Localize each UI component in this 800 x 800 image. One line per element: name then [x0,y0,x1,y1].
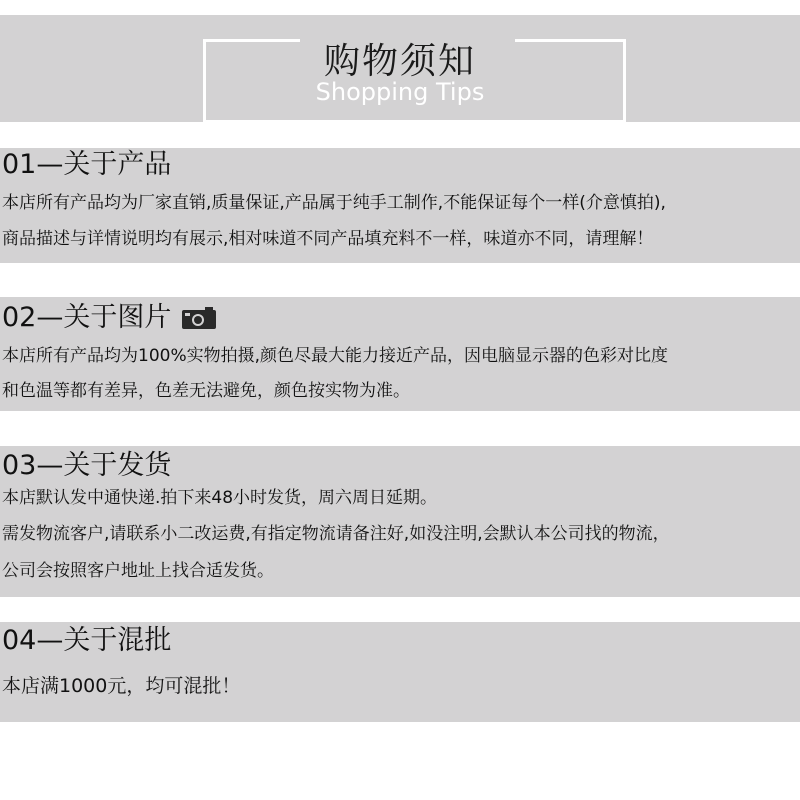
section-title: 04—关于混批 [2,625,172,656]
section-text-line: 本店所有产品均为厂家直销,质量保证,产品属于纯手工制作,不能保证每个一样(介意慎拍), [2,193,666,213]
section-text-line: 本店满1000元，均可混批！ [2,675,241,697]
frame-top-left-line [203,39,300,42]
section-shipping [0,446,800,597]
header-banner [0,15,800,122]
section-text-line: 本店默认发中通快递.拍下来48小时发货，周六周日延期。 [2,488,438,508]
section-title: 02—关于图片 [2,302,172,333]
section-text-line: 公司会按照客户地址上找合适发货。 [2,561,274,581]
section-pictures [0,297,800,411]
section-text-line: 和色温等都有差异，色差无法避免，颜色按实物为准。 [2,381,410,401]
section-text-line: 需发物流客户,请联系小二改运费,有指定物流请备注好,如没注明,会默认本公司找的物流， [2,524,670,544]
section-text-line: 商品描述与详情说明均有展示,相对味道不同产品填充料不一样，味道亦不同，请理解！ [2,229,654,249]
section-text-line: 本店所有产品均为100%实物拍摄,颜色尽最大能力接近产品，因电脑显示器的色彩对比度 [2,346,669,366]
frame-left-line [203,39,206,123]
section-title: 03—关于发货 [2,450,172,481]
section-title: 01—关于产品 [2,149,172,180]
frame-top-right-line [515,39,626,42]
frame-right-line [623,39,626,123]
frame-bottom-line [203,120,626,123]
section-products [0,148,800,263]
page-title: 购物须知 [323,41,476,82]
section-mixed-wholesale [0,622,800,722]
camera-icon [181,306,217,330]
page-subtitle: Shopping Tips [315,78,485,106]
